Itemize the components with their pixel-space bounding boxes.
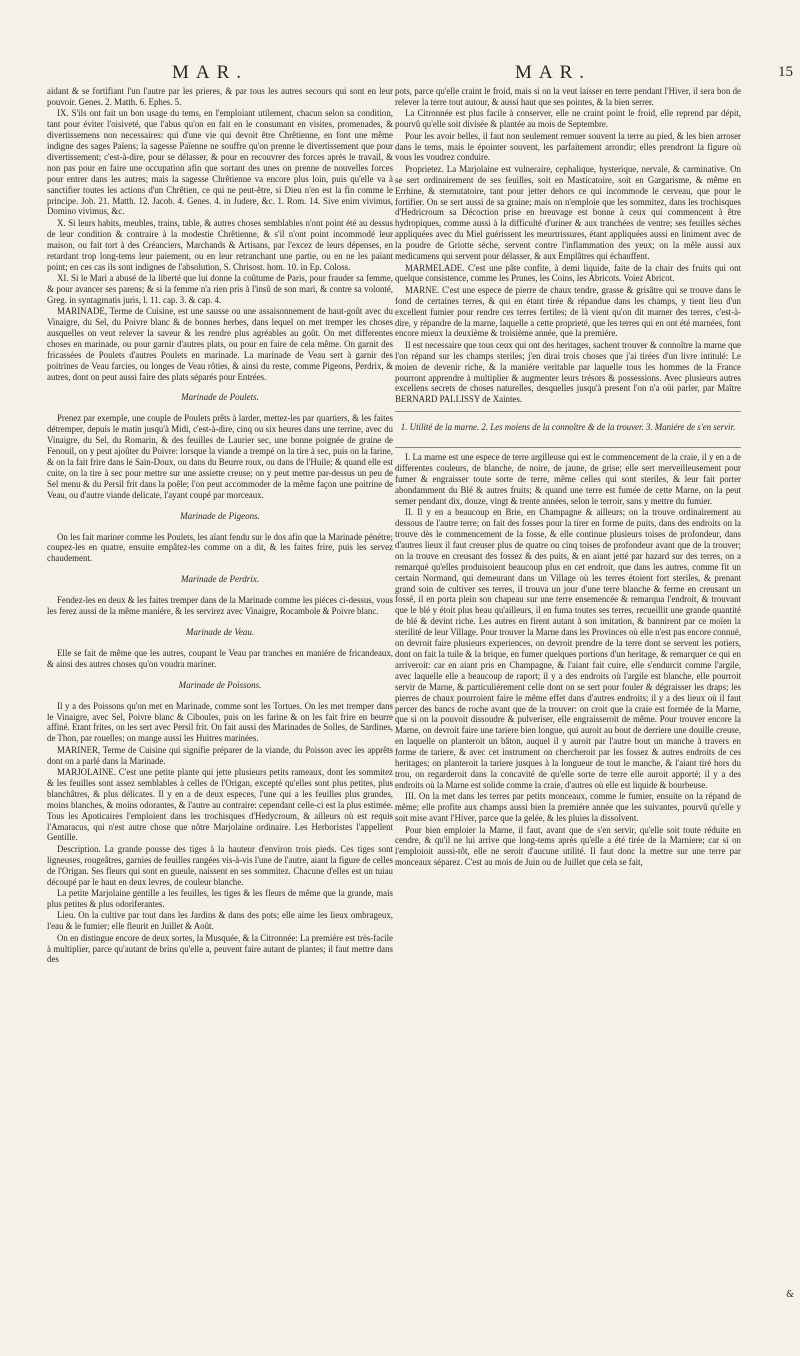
paragraph: Fendez-les en deux & les faites tremper dans de la Marinade comme les piéces ci-dessus, vous les ferez aussi de la même maniére, & les servirez avec Vinaigre, Rocambole & Poivre blanc. — [47, 595, 393, 617]
paragraph: I. La marne est une espece de terre argilleuse qui est le commencement de la craie, il y en a de differentes couleurs, de blanche, de noire, de jaune, de grise; elle sert merveilleusement pour fumer & engraisser toute sorte de terre, même celles qui sont steriles, & leur fait porter abondamment du Blé & autres fruits; & quand une terre est fumée de cette Marne, on la peut semer pendant dix, douze, vingt & trente années, selon le terroir, sans y mettre du fumier. — [395, 452, 741, 506]
section-heading: Marinade de Poulets. — [181, 392, 259, 403]
left-column — [47, 86, 393, 966]
paragraph: On en distingue encore de deux sortes, la Musquée, & la Citronnée: La premiére est très-facile à multiplier, parce qu'autant de brins qu'elle a, peuvent faire autant de plantes; il faut mettre dans des — [47, 932, 393, 965]
section-summary: 1. Utilité de la marne. 2. Les moiens de la connoître & de la trouver. 3. Maniére de s'en servir. — [400, 422, 736, 433]
section-heading: Marinade de Poissons. — [178, 679, 262, 690]
page-number: 15 — [778, 64, 793, 80]
divider — [395, 411, 741, 412]
paragraph: XI. Si le Mari a abusé de la liberté que lui donne la coûtume de Paris, pour frauder sa femme, & pour avancer ses parens; & si la femme n'a rien pris à l'insû de son mari, & contre sa volonté, Greg. in syntagmatis juris, l. 11. cap. 3. & cap. 4. — [47, 272, 393, 305]
paragraph: Elle se fait de même que les autres, coupant le Veau par tranches en maniére de fricandeaux, & ainsi des autres choses qu'on voudra mariner. — [47, 647, 393, 669]
divider — [395, 447, 741, 448]
section-heading: Marinade de Perdrix. — [181, 574, 259, 585]
paragraph: Proprietez. La Marjolaine est vulneraire, cephalique, hysterique, nervale, & carminative. On se sert ordinairement de ses feuilles, soit en Masticatoire, soit en Gargarisme, & même en Errhine, & sternutatoire, tant pour jetter dehors ce qui incommode le cerveau, que pour le fortifier. On se sert aussi de sa graine; mais on n'emploie que les sommitez, dans les trochisques d'Hedricroum sa Décoction prise en breuvage est bonne à ceux qui commencent à être hydropiques, comme aussi à la difficulté d'uriner & aux tranchées de ventre; ses feuilles séches appliquées avec du Miel guérissent les meurtrissures, étant appliquées aussi en liniment avec de la poudre de Griotte séche, servent contre l'inflammation des yeux; on la mêle aussi aux medicamens qui servent pour délasser, & aux Emplâtres qui échauffent. — [395, 163, 741, 262]
paragraph: Description. La grande pousse des tiges à la hauteur d'environ trois pieds. Ces tiges sont ligneuses, rougeâtres, garnies de feuilles rangées vis-à-vis l'une de l'autre, aiant la figure de celles de l'Origan. Ses fleurs qui sont en gueule, naissent en ses sommitez. Chacune d'elles est un tuiau découpé par le haut en deux levres, de couleur blanche. — [47, 843, 393, 887]
paragraph: Il y a des Poissons qu'on met en Marinade, comme sont les Tortues. On les met tremper dans le Vinaigre, avec Sel, Poivre blanc & Ciboules, puis on les farine & on les fait frire en beurre affiné. Etant frites, on les sert avec Persil frit. On fait aussi des Marinades de Solles, de Sardines, de Thon, par rouelles; on mange aussi les Huitres marinées. — [47, 700, 393, 744]
paragraph: Lieu. On la cultive par tout dans les Jardins & dans des pots; elle aime les lieux ombrageux, l'eau & le fumier; elle fleurit en Juillet & Août. — [47, 910, 393, 932]
section-heading: Marinade de Pigeons. — [180, 510, 260, 521]
paragraph: MARINADE, Terme de Cuisine, est une sausse ou une assaisonnement de haut-goût avec du Vinaigre, du Sel, du Poivre blanc & de bonnes herbes, dans lequel on met tremper les choses ausquelles on veut relever la saveur & les rendre plus agréables au goût. On met differentes choses en marinade, ou pour garnir d'autres plats, ou pour en faire de cela même. On garnit des fricassées de Poulets d'autres Poulets en marinade. La marinade de Veau sert à garnir des poitrines de Veau farcies, ou longes de Veau rôties, & ainsi du reste, comme Pigeons, Perdrix, & autres, dont on peut aussi faire des plats séparés pour Entrées. — [47, 306, 393, 382]
paragraph: Il est necessaire que tous ceux qui ont des heritages, sachent trouver & connoître la marne que l'on répand sur les champs steriles; j'en dirai trois choses que j'ai tirées d'un livre intitulé: Le moien de devenir riche, & la maniére veritable par laquelle tous les hommes de la France pourront apprendre à multiplier & augmenter leurs trésors & possessions. Avec plusieurs autres excellens secrets de choses naturelles, desquelles jusqu'à present l'on n'a oüi parler, par Maître BERNARD PALLISSY de Xaintes. — [395, 339, 741, 405]
paragraph: MARMELADE. C'est une pâte confite, à demi liquide, faite de la chair des fruits qui ont quelque consistence, comme les Prunes, les Coins, les Abricots. Voiez Abricot. — [395, 262, 741, 284]
paragraph: Pour bien emploier la Marne, il faut, avant que de s'en servir, qu'elle soit toute réduite en cendre, & qu'il ne lui arrive que long-tems après qu'elle a été tirée de la Marniere; car si on l'emploioit aussi-tôt, elle ne seroit d'aucune utilité. Il faut donc la mettre sur une terre par monceaux séparez. C'est au mois de Juin ou de Juillet que cela se fait, — [395, 824, 741, 868]
running-head-right: MAR. — [515, 62, 592, 83]
section-heading: Marinade de Veau. — [185, 626, 255, 637]
paragraph: aidant & se fortifiant l'un l'autre par les prieres, & par tous les autres secours qui sont en leur pouvoir. Genes. 2. Matth. 6. Ephes. 5. — [47, 86, 393, 107]
paragraph: MARINER, Terme de Cuisine qui signifie préparer de la viande, du Poisson avec les apprêts dont on a parlé dans la Marinade. — [47, 744, 393, 766]
paragraph: Pour les avoir belles, il faut non seulement remuer souvent la terre au pied, & les bien arroser dans le tems, mais le épointer souvent, les parfaitement arrondir; elles prendront la figure où vous les voudrez conduire. — [395, 130, 741, 163]
running-head-left: MAR. — [172, 62, 249, 83]
paragraph: MARNE. C'est une espece de pierre de chaux tendre, grasse & grisâtre qui se trouve dans le fond de certaines terres, & qui en étant tirée & répandue dans les champs, y tient lieu d'un excellent fumier pour rendre ces terres fertiles; de là vient qu'on dit marner des terres, c'est-à-dire, y répandre de la marne, laquelle a cette proprieté, que les terres qui en ont été marnées, font encore mieux la deuxième & troisième année, que la premiére. — [395, 284, 741, 339]
catchword: & — [786, 1290, 795, 1300]
paragraph: X. Si leurs habits, meubles, trains, table, & autres choses semblables n'ont point été au dessus de leur condition & contraire à la modestie Chrêtienne, & s'il n'ont point incommodé leur maison, ou fait tort à des Créanciers, Marchands & Artisans, par l'excez de leurs dépenses, en retardant trop long-tems leur paiement, ou en leur retranchant une partie, ou en ne les païant point; en ces cas ils sont indignes de l'absolution, S. Chrisost. hom. 10. in Ep. Coloss. — [47, 217, 393, 272]
paragraph: III. On la met dans les terres par petits monceaux, comme le fumier, ensuite on la répand de même; elle profite aux champs aussi bien la premiére année que les suivantes, pourvû qu'elle y soit mise avant l'Hiver, parce que la gelée, & les pluies la dissolvent. — [395, 791, 741, 824]
paragraph: Prenez par exemple, une couple de Poulets prêts à larder, mettez-les par quartiers, & les faites détremper, depuis le matin jusqu'à Midi, c'est-à-dire, cinq ou six heures dans une terrine, avec du Vinaigre, du Sel, du Romarin, & des feuilles de Laurier sec, une bonne poignée de graine de Fenouil, on y peut ajoûter du Poivre: lorsque la viande a trempé on la tire à sec, puis on la farine, & on la fait frire dans le Sain-Doux, ou dans du Beurre roux, ou dans de l'Huile; & quand elle est cuite, on la tire à sec pour mettre sur une assiette creuse; on y peut mettre par-dessus un peu de Sel menu & du Persil frit dans la poêle; l'on peut accommoder de la même façon une poitrine de Veau, ou d'autre viande delicate, l'ayant coupé par morceaux. — [47, 413, 393, 500]
right-column — [395, 86, 741, 869]
paragraph: II. Il y en a beaucoup en Brie, en Champagne & ailleurs; on la trouve ordinairement au dessous de l'autre terre; on fait des fosses pour la tirer en forme de puits, dans des endroits on la trouve dès le commencement de la fosse, & elle continue plusieurs toises de profondeur, dans d'autres lieux il faut creuser plus de quatre ou cinq toises de profondeur avant que de la trouver; on la trouve en creusant des fossez & des puits, & en aiant jetté par hazard sur des terres, on a remarqué qu'elles produisoient beaucoup plus en cet endroit, que dans les autres, comme fit un certain Normand, qui demeurant dans un Village où les terres étoient fort steriles, & prenant grand soin de cultiver ses terres, il trouva un jour d'une terre blanche & ferme en creusant un fossé, il en porta plein son chapeau sur une terre ensemencée & remarqua l'endroit, & trouvant que le blé y étoit plus beau qu'ailleurs, il en fuma toutes ses terres, recueillit une grande quantité de blé & devint riche. Les autres en firent autant à son imitation, & bannirent par ce moïen la sterilité de leur Village. Pour trouver la Marne dans les Provinces où elle n'est pas encore connuë, on devroit faire plusieurs experiences, on devroit prendre de la terre dont se servent les potiers, dont on fait la tuile & la brique, en fumer quelques portions d'un heritage, & remarquer ce qui en arriveroit: car en aiant pris en Champagne, & l'aiant fait cuire, elle s'endurcit comme l'argile, avec laquelle elle a beaucoup de raport; il y a des endroits où l'argile est blanche, elle pourroit servir de Marne, & particuliérement celle dont on se sert pour fouler & dégraisser les draps; les pierres de chaux pourroient faire le même effet dans d'autres endroits; il y a des lieux où il faut percer des bancs de roche avant que de la trouver: on croit que la craie est formée de la Marne, que si on la pouvoit dissoudre & pulveriser, elle engraisseroit de même. Pour trouver encore la Marne, on devroit faire une tariere bien longue, qui auroit au bout de derriere une douille creuse, en laquelle on planteroit un bâton, auquel il y auroit par l'autre bout un manche à travers en forme de tariere, & avec cet instrument on chercheroit par les fossez & autres endroits de ces heritages; on planteroit la tariere jusques à la longueur de tout le manche, & l'aiant tiré hors du trou, on regarderoit dans la concavité de qu'elle sorte de terre elle auroit apporté; il y a des endroits où la Marne est solide comme la craie, d'autres où elle est liquide & bourbeuse. — [395, 507, 741, 790]
paragraph: pots, parce qu'elle craint le froid, mais si on la veut laisser en terre pendant l'Hiver, il sera bon de relever la terre tout autour, & aussi haut que ses pointes, & la bien serrer. — [395, 86, 741, 107]
paragraph: La Citronnée est plus facile à conserver, elle ne craint point le froid, elle reprend par dépit, pourvû qu'elle soit divisée & plantée au mois de Septembre. — [395, 108, 741, 130]
paragraph: MARJOLAINE. C'est une petite plante qui jette plusieurs petits rameaux, dont les sommitez & les feuilles sont assez semblables à celles de l'Origan, excepté qu'elles sont plus petites, plus blanchâtres, & plus délicates. Il y en a de deux especes, l'une qui a les feuilles plus grandes, moins blanches, & moins odorantes, & l'autre au contraire: cependant celle-ci est la plus estimée. Tous les Apoticaires l'emploient dans les trochisques d'Hedycroum, & ailleurs où est requis l'Amaracus, qui n'est autre chose que nôtre Marjolaine ordinaire. Les Herboristes l'appellent Gentille. — [47, 767, 393, 843]
paragraph: La petite Marjolaine gentille a les feuilles, les tiges & les fleurs de même que la grande, mais plus petites & plus odoriferantes. — [47, 888, 393, 909]
paragraph: IX. S'ils ont fait un bon usage du tems, en l'emploiant utilement, chacun selon sa condition, tant pour éviter l'oisiveté, que l'abus qu'on en fait en le consumant en visites, promenades, & divertissemens non necessaires: qui d'une vie qui devoit être Chrêtienne, en font une même indigne des sages Païens; la sagesse Païenne ne souffre qu'on prenne le divertissement que pour divertissement; c'est-à-dire, pour se délasser, & pour en recouvrer des forces après le travail, & non pas pour en faire une occupation afin que sortant des unes on prenne de nouvelles forces pour entrer dans les autres; mais la sagesse Chrêtienne va encore plus loin, puis qu'elle va à sanctifier toutes les actions d'un Chrêtien, ce qui ne peut-être, si Dieu n'en est la fin comme le principe. Job. 21. Matth. 12. Jacob. 4. Genes. 4. in Judere, &c. 1. Rom. 14. Sive enim vivimus, Domino vivimus, &c. — [47, 108, 393, 217]
paragraph: On les fait mariner comme les Poulets, les aïant fendu sur le dos afin que la Marinade pénétre; coupez-les en quatre, ensuite empâtez-les comme on a dit, & les faites frire, puis les servez chaudement. — [47, 531, 393, 564]
